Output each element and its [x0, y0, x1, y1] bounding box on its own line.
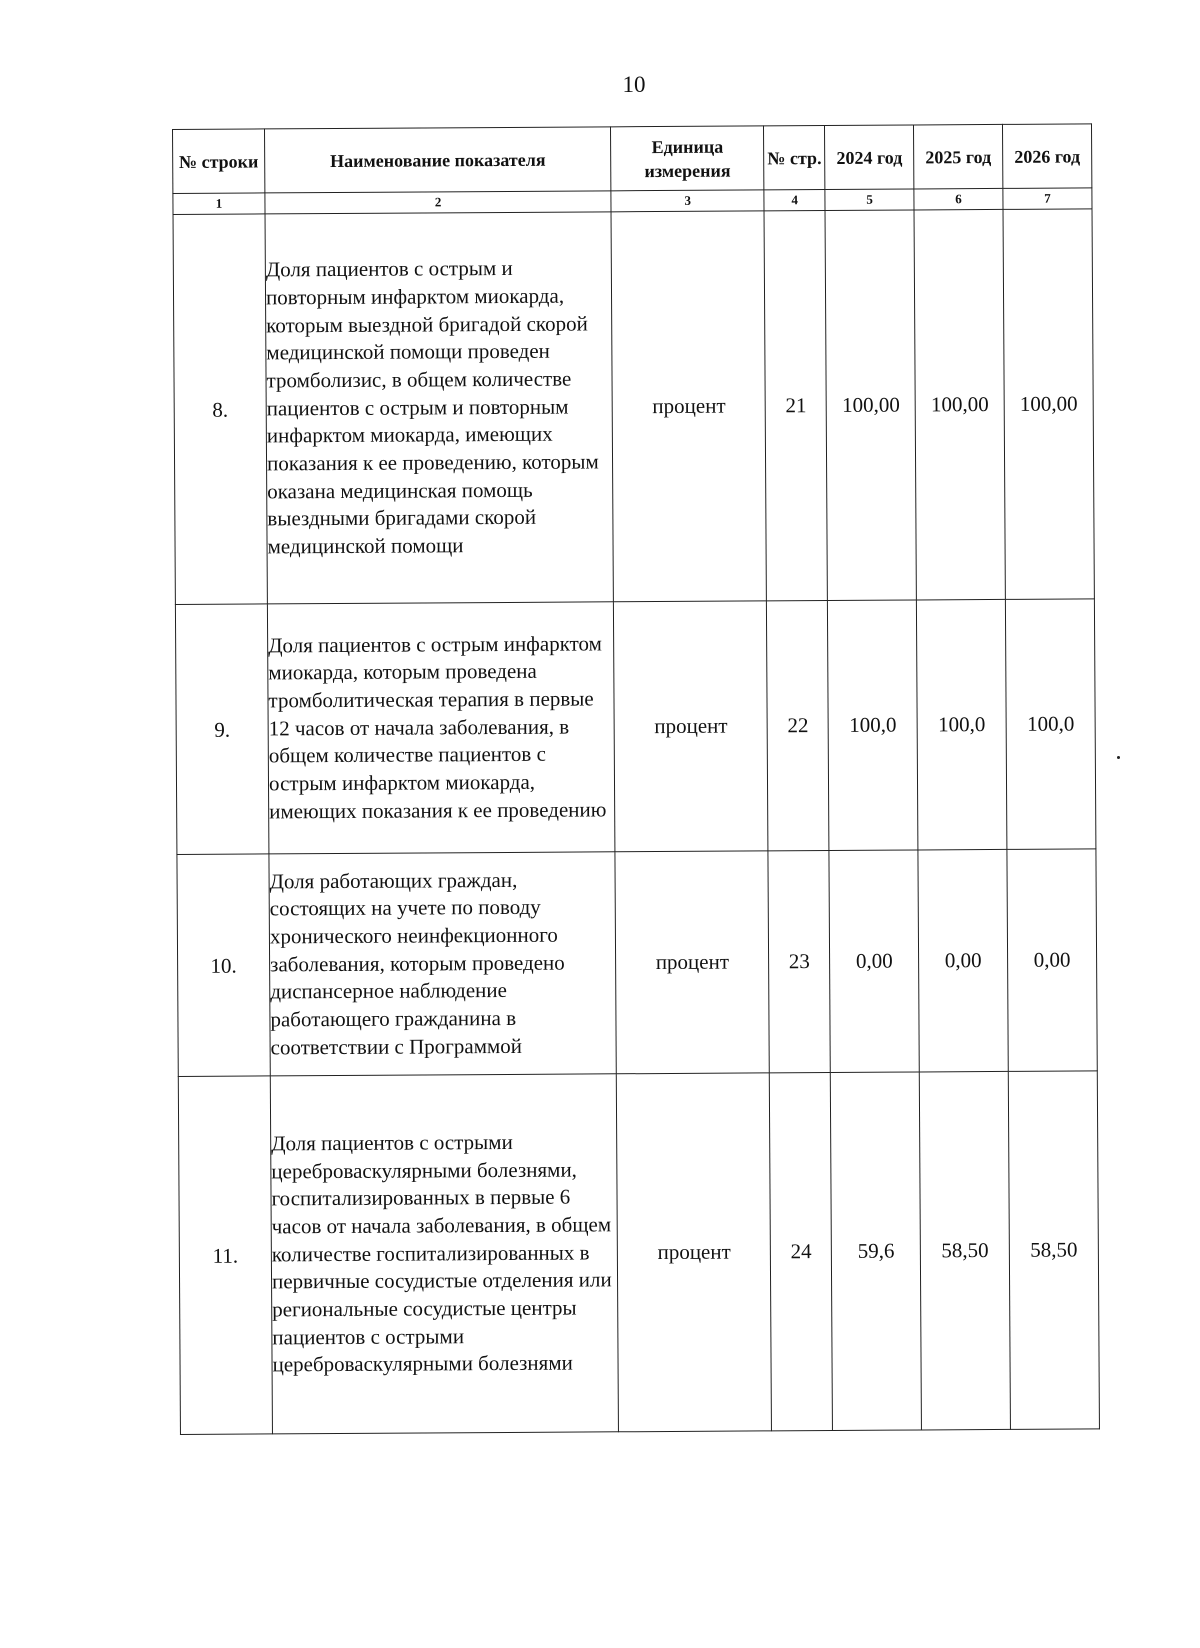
line-number-cell: 23 [768, 850, 830, 1072]
row-number: 9. [175, 604, 269, 855]
table-row [173, 209, 1094, 605]
table-row [175, 599, 1096, 855]
value-2024: 0,00 [829, 850, 919, 1073]
header-year-2024: 2024 год [825, 125, 914, 190]
header-line-number: № стр. [764, 126, 825, 190]
header-row-number: № строки [173, 129, 265, 194]
value-2025: 100,00 [914, 209, 1005, 600]
unit-cell: процент [615, 851, 769, 1074]
line-number-cell: 24 [770, 1072, 833, 1430]
unit-cell: процент [617, 1073, 772, 1432]
line-number-cell: 21 [764, 211, 827, 601]
unit-cell: процент [614, 601, 769, 852]
value-2026: 0,00 [1007, 849, 1097, 1072]
page-number: 10 [622, 72, 646, 97]
header-indicator-name: Наименование показателя [265, 127, 612, 193]
value-2026: 58,50 [1008, 1071, 1099, 1430]
indicator-name: Доля пациентов с острыми цереброваскулярными болезнями, госпитализированных в первые 6 часов от начала заболевания, в общем количестве госпитализированных в первичные сосудистые отделения или региональные сосудистые центры пациентов с острыми цереброваскулярными болезнями [270, 1074, 618, 1434]
row-number: 8. [173, 214, 267, 605]
column-number: 2 [265, 191, 611, 214]
value-2024: 59,6 [831, 1072, 922, 1431]
scan-speck [1117, 756, 1120, 759]
column-number: 7 [1003, 188, 1092, 210]
header-unit: Единица измерения [611, 126, 764, 191]
value-2024: 100,00 [825, 210, 916, 601]
column-number: 1 [173, 193, 265, 215]
column-number: 3 [611, 190, 764, 212]
indicator-name: Доля работающих граждан, состоящих на учете по поводу хронического неинфекционного заболевания, которым проведено диспансерное наблюдение работающего гражданина в соответствии с Программой [269, 852, 617, 1076]
indicator-name: Доля пациентов с острым инфарктом миокарда, которым проведена тромболитическая терапия в первые 12 часов от начала заболевания, в общем количестве пациентов с острым инфарктом миокарда, имеющих показания к ее проведению [267, 602, 615, 854]
value-2026: 100,0 [1005, 599, 1095, 850]
table-row [178, 1071, 1099, 1435]
row-number: 11. [178, 1076, 272, 1435]
value-2024: 100,0 [828, 600, 918, 851]
row-number: 10. [177, 854, 270, 1077]
unit-cell: процент [611, 211, 766, 602]
header-year-2026: 2026 год [1003, 124, 1092, 189]
value-2025: 100,0 [917, 599, 1007, 850]
indicator-name: Доля пациентов с острым и повторным инфарктом миокарда, которым выездной бригадой скорой медицинской помощи проведен тромболизис, в общем количестве пациентов с острым и повторным инфарктом миокарда, имеющих показания к ее проведению, которым оказана медицинская помощь выездными бригадами скорой медицинской помощи [265, 212, 614, 604]
header-year-2025: 2025 год [914, 124, 1003, 189]
header-row [173, 124, 1092, 194]
line-number-cell: 22 [767, 601, 830, 851]
column-number: 4 [764, 190, 825, 211]
column-number: 5 [825, 189, 914, 211]
indicators-table [172, 123, 1100, 1435]
value-2025: 58,50 [919, 1071, 1010, 1430]
table-row [177, 849, 1097, 1077]
value-2025: 0,00 [918, 849, 1008, 1072]
column-number: 6 [914, 188, 1003, 210]
value-2026: 100,00 [1003, 209, 1094, 600]
